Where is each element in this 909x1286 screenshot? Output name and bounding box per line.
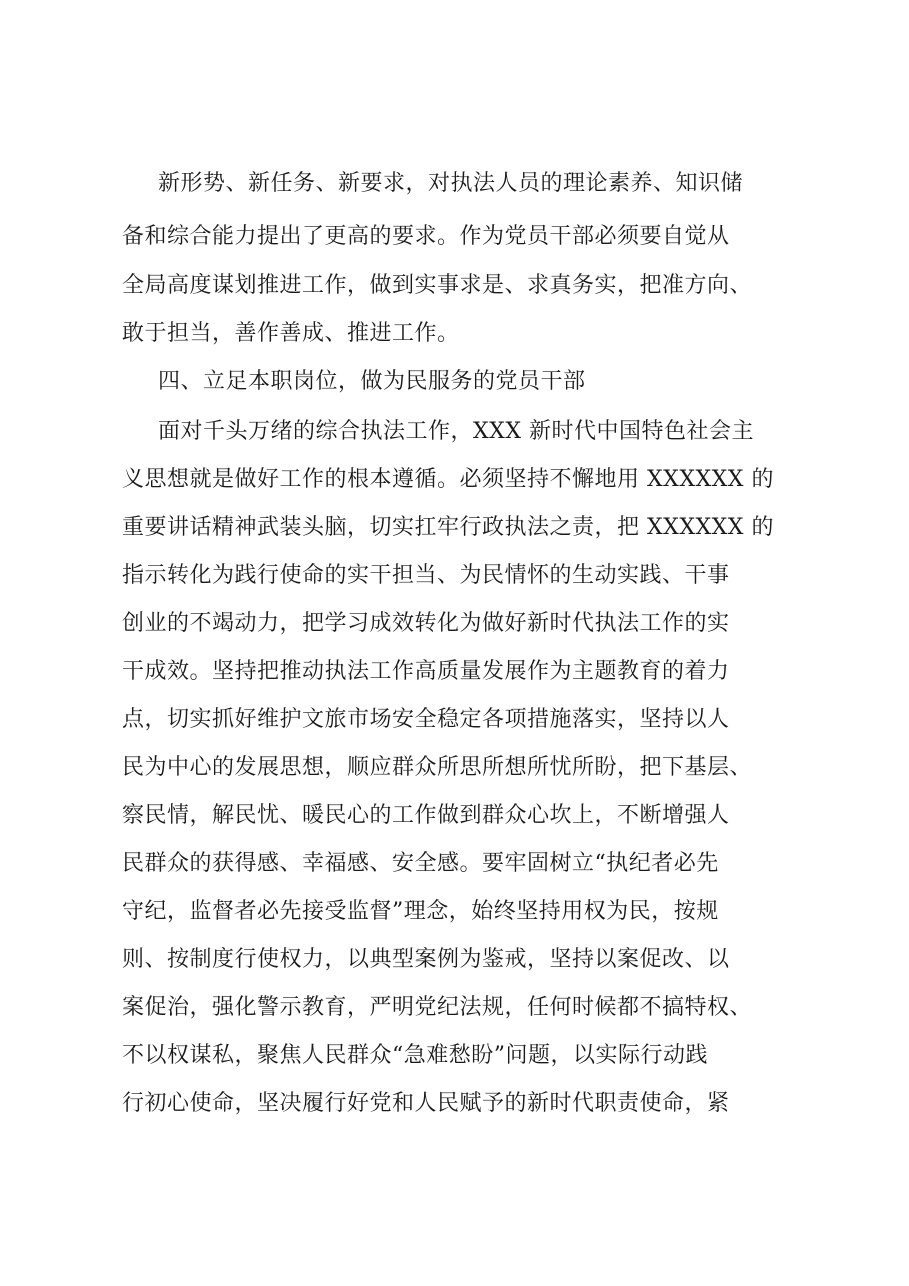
paragraph-line: 面对千头万绪的综合执法工作，XXX 新时代中国特色社会主 [158, 419, 754, 444]
paragraph-line: 义思想就是做好工作的根本遵循。必须坚持不懈地用 XXXXXX 的 [122, 467, 774, 492]
paragraph-line: 指示转化为践行使命的实干担当、为民情怀的生动实践、干事 [122, 563, 730, 588]
paragraph-line: 新形势、新任务、新要求，对执法人员的理论素养、知识储 [158, 171, 744, 196]
paragraph-line: 创业的不竭动力，把学习成效转化为做好新时代执法工作的实 [122, 611, 730, 636]
paragraph-line: 则、按制度行使权力，以典型案例为鉴戒，坚持以案促改、以 [122, 947, 730, 972]
paragraph-line: 民群众的获得感、幸福感、安全感。要牢固树立“执纪者必先 [122, 851, 719, 876]
paragraph-line: 不以权谋私，聚焦人民群众“急难愁盼”问题，以实际行动践 [122, 1043, 708, 1068]
paragraph-line: 行初心使命，坚决履行好党和人民赋予的新时代职责使命，紧 [122, 1091, 730, 1116]
paragraph-line: 民为中心的发展思想，顺应群众所思所想所忧所盼，把下基层、 [122, 755, 753, 780]
paragraph-line: 守纪，监督者必先接受监督”理念，始终坚持用权为民，按规 [122, 899, 719, 924]
paragraph-line: 察民情，解民忧、暖民心的工作做到群众心坎上，不断增强人 [122, 803, 730, 828]
paragraph-line: 干成效。坚持把推动执法工作高质量发展作为主题教育的着力 [122, 659, 730, 684]
paragraph-line: 备和综合能力提出了更高的要求。作为党员干部必须要自觉从 [122, 224, 730, 249]
paragraph-line: 案促治，强化警示教育，严明党纪法规，任何时候都不搞特权、 [122, 995, 753, 1020]
paragraph-line: 全局高度谋划推进工作，做到实事求是、求真务实，把准方向、 [122, 273, 753, 298]
paragraph-line: 重要讲话精神武装头脑，切实扛牢行政执法之责，把 XXXXXX 的 [122, 515, 774, 540]
paragraph-line: 点，切实抓好维护文旅市场安全稳定各项措施落实，坚持以人 [122, 707, 730, 732]
section-heading: 四、立足本职岗位，做为民服务的党员干部 [158, 369, 586, 394]
paragraph-line: 敢于担当，善作善成、推进工作。 [122, 321, 460, 346]
